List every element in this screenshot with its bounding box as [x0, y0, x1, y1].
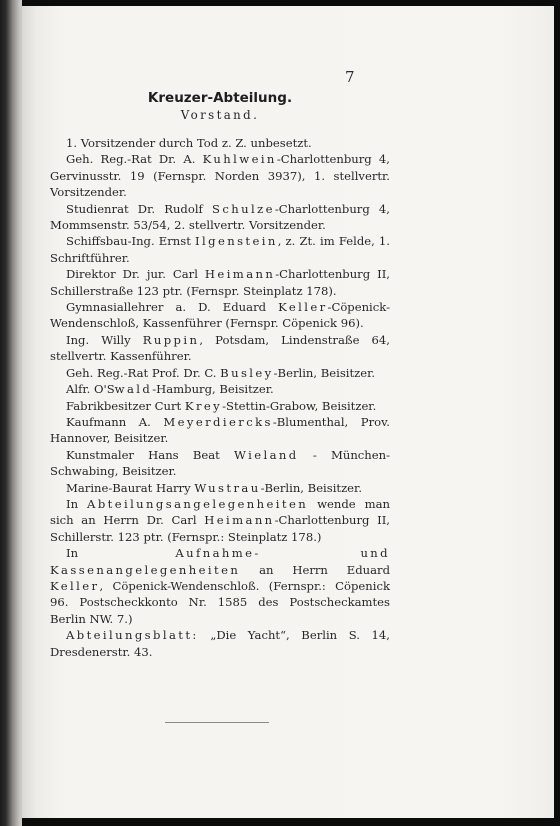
member-name: Meyerdiercks	[163, 414, 273, 429]
member-name: Ilgenstein	[195, 234, 278, 249]
board-member-entry: Geh. Reg.-Rat Dr. A. Kuhlwein-Charlottenburg 4, Gervinusstr. 19 (Fernspr. Norden 3937), 1. stellvertr. Vorsitzender.	[50, 152, 390, 200]
member-name: Heimann	[204, 267, 276, 282]
board-member-entry: 1. Vorsitzender durch Tod z. Z. unbesetzt.	[66, 136, 312, 150]
member-name: Wustrau	[194, 480, 261, 495]
board-member-entry: Ing. Willy Ruppin, Potsdam, Lindenstraße 64, stellvertr. Kassenführer.	[50, 332, 390, 364]
section-subheading: Vorstand.	[180, 108, 260, 122]
member-name: Keller	[50, 578, 100, 593]
board-member-entry: Direktor Dr. jur. Carl Heimann-Charlottenburg II, Schillerstraße 123 ptr. (Fernspr. Steinplatz 178).	[50, 267, 390, 298]
member-name: Ruppin	[142, 332, 200, 347]
board-member-entry: Gymnasiallehrer a. D. Eduard Keller-Cöpenick-Wendenschloß, Kassenführer (Fernspr. Cöpenick 96).	[50, 300, 390, 331]
member-name: Busley	[220, 365, 274, 380]
member-name: Schulze	[212, 201, 275, 216]
notice-keyword: Aufnahme- und Kassenangelegenheiten	[50, 546, 390, 577]
member-name: Kuhlwein	[202, 152, 277, 167]
board-member-entry: Studienrat Dr. Rudolf Schulze-Charlottenburg 4, Mommsenstr. 53/54, 2. stellvertr. Vorsitzender.	[50, 201, 390, 233]
member-name: wald	[114, 382, 153, 397]
member-name: Heimann	[204, 513, 275, 528]
page-number: 7	[345, 68, 355, 86]
board-member-entry: Alfr. O'Swald-Hamburg, Beisitzer.	[66, 382, 274, 397]
contact-notice: In Abteilungsangelegenheiten wende man sich an Herrn Dr. Carl Heimann-Charlottenburg II, Schillerstr. 123 ptr. (Fernspr.: Steinplatz 178.)	[50, 496, 390, 544]
notice-keyword: Abteilungsangelegenheiten	[87, 496, 309, 511]
board-member-entry: Kaufmann A. Meyerdiercks-Blumenthal, Prov. Hannover, Beisitzer.	[50, 414, 390, 446]
member-name: Keller	[278, 300, 328, 315]
member-name: Wieland	[234, 447, 299, 462]
board-member-entry: Marine-Baurat Harry Wustrau-Berlin, Beisitzer.	[66, 480, 363, 495]
contact-notice: In Aufnahme- und Kassenangelegenheiten an Herrn Eduard Keller, Cöpenick-Wendenschloß. (Fernspr.: Cöpenick 96. Postscheckkonto Nr. 1585 des Postscheckamtes Berlin NW. 7.)	[50, 546, 390, 626]
notice-keyword: Abteilungsblatt:	[66, 628, 199, 643]
closing-rule	[165, 722, 269, 723]
board-member-entry: Kunstmaler Hans Beat Wieland - München-Schwabing, Beisitzer.	[50, 447, 390, 479]
board-member-entry: Schiffsbau-Ing. Ernst Ilgenstein, z. Zt. im Felde, 1. Schriftführer.	[50, 234, 390, 265]
section-heading: Kreuzer-Abteilung.	[147, 90, 293, 106]
page-text	[50, 90, 390, 660]
member-name: Krey	[184, 398, 223, 413]
contact-notice: Abteilungsblatt: „Die Yacht“, Berlin S. 14, Dresdenerstr. 43.	[50, 628, 390, 659]
page-left-shadow	[0, 0, 22, 826]
board-member-entry: Fabrikbesitzer Curt Krey-Stettin-Grabow, Beisitzer.	[66, 398, 377, 413]
board-member-entry: Geh. Reg.-Rat Prof. Dr. C. Busley-Berlin, Beisitzer.	[66, 365, 376, 380]
